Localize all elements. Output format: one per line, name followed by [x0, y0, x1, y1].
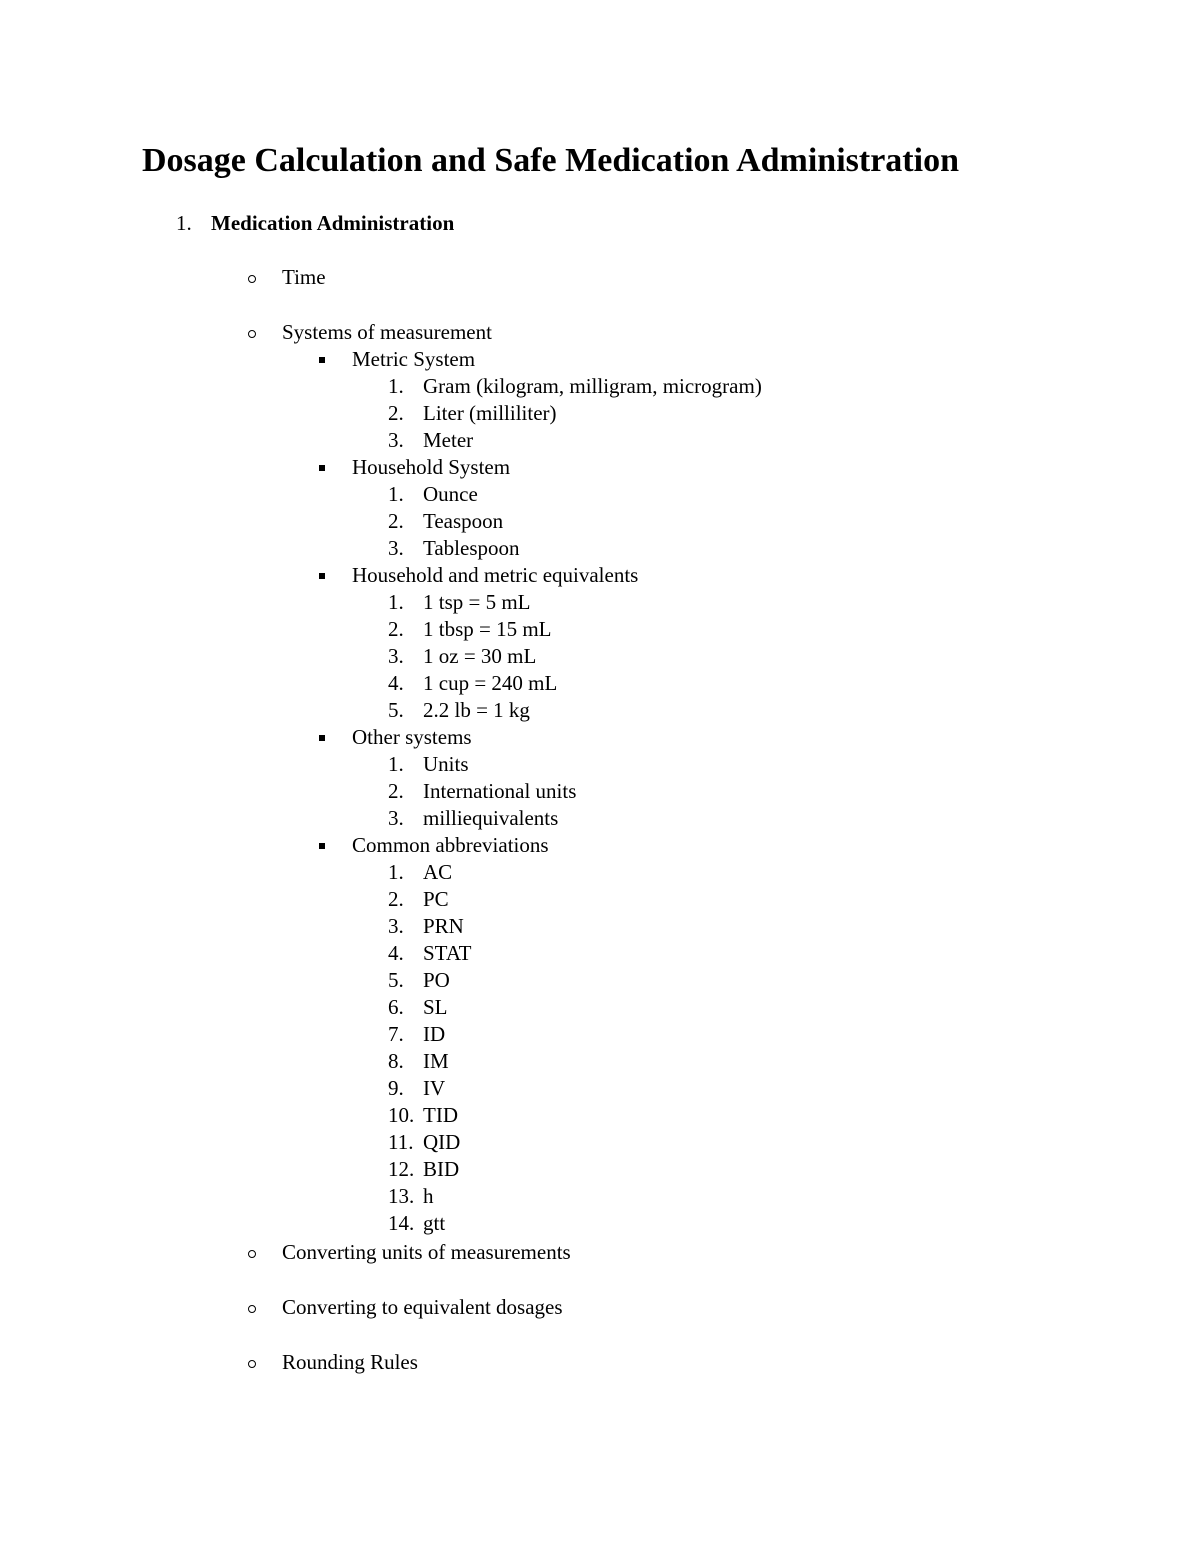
list-number: 2. — [388, 509, 404, 533]
list-number: 8. — [388, 1049, 404, 1073]
section-heading-text: Medication Administration — [211, 211, 455, 235]
outline-item-text: International units — [423, 779, 577, 803]
hollow-circle-bullet-icon — [246, 319, 258, 346]
outline-item-text: 2.2 lb = 1 kg — [423, 698, 530, 722]
outline-item-text: Other systems — [352, 725, 472, 749]
outline-item-text: SL — [423, 995, 448, 1019]
outline-item-text: gtt — [423, 1211, 446, 1235]
list-number: 1. — [388, 590, 404, 614]
list-number: 1. — [388, 374, 404, 398]
outline-item-text: QID — [423, 1130, 461, 1154]
outline-item-text: TID — [423, 1103, 458, 1127]
hollow-circle-bullet-icon — [246, 264, 258, 291]
list-number: 5. — [388, 698, 404, 722]
list-number: 1. — [388, 752, 404, 776]
list-number: 3. — [388, 806, 404, 830]
outline-item-text: IM — [423, 1049, 449, 1073]
square-bullet-icon — [317, 562, 327, 589]
outline-item-text: Converting units of measurements — [282, 1240, 571, 1264]
outline-item-text: AC — [423, 860, 453, 884]
list-number: 5. — [388, 968, 404, 992]
hollow-circle-bullet-icon — [246, 1294, 258, 1321]
list-number: 2. — [388, 779, 404, 803]
list-number: 3. — [388, 644, 404, 668]
list-number: 3. — [388, 914, 404, 938]
square-bullet-icon — [317, 724, 327, 751]
outline-item-text: Units — [423, 752, 469, 776]
square-bullet-icon — [317, 346, 327, 373]
outline-item-text: Common abbreviations — [352, 833, 549, 857]
list-number: 2. — [388, 617, 404, 641]
hollow-circle-bullet-icon — [246, 1239, 258, 1266]
outline-item-text: Ounce — [423, 482, 478, 506]
list-number: 1. — [388, 860, 404, 884]
outline-item-text: Tablespoon — [423, 536, 520, 560]
outline-item-text: milliequivalents — [423, 806, 559, 830]
outline-item-text: Liter (milliliter) — [423, 401, 557, 425]
list-number: 14. — [388, 1211, 415, 1235]
outline-item-text: ID — [423, 1022, 446, 1046]
document-title: Dosage Calculation and Safe Medication Administration — [142, 142, 959, 179]
outline-item-text: PC — [423, 887, 449, 911]
list-number: 2. — [388, 401, 404, 425]
outline-item-text: Metric System — [352, 347, 476, 371]
outline-item-text: BID — [423, 1157, 460, 1181]
list-number: 4. — [388, 671, 404, 695]
outline-item-text: Systems of measurement — [282, 320, 492, 344]
list-number: 10. — [388, 1103, 415, 1127]
outline-item-text: STAT — [423, 941, 472, 965]
outline-item-text: Gram (kilogram, milligram, microgram) — [423, 374, 762, 398]
list-number: 2. — [388, 887, 404, 911]
section-heading — [176, 210, 454, 237]
outline-item-text: Converting to equivalent dosages — [282, 1295, 563, 1319]
hollow-circle-bullet-icon — [246, 1349, 258, 1376]
list-number: 6. — [388, 995, 404, 1019]
outline-item-text: PO — [423, 968, 450, 992]
list-number: 4. — [388, 941, 404, 965]
outline-item-text: Teaspoon — [423, 509, 504, 533]
outline-item-text: 1 cup = 240 mL — [423, 671, 558, 695]
outline-item-text: Rounding Rules — [282, 1350, 418, 1374]
list-number: 12. — [388, 1157, 415, 1181]
outline-item-text: 1 oz = 30 mL — [423, 644, 537, 668]
outline-item-text: h — [423, 1184, 434, 1208]
outline-item-text: Household System — [352, 455, 511, 479]
outline-item-text: 1 tsp = 5 mL — [423, 590, 531, 614]
list-number: 11. — [388, 1130, 414, 1154]
outline-item-text: Time — [282, 265, 326, 289]
square-bullet-icon — [317, 832, 327, 859]
outline-item-text: IV — [423, 1076, 446, 1100]
list-number: 3. — [388, 536, 404, 560]
outline-item-text: PRN — [423, 914, 464, 938]
list-number: 1. — [388, 482, 404, 506]
list-number: 9. — [388, 1076, 404, 1100]
list-number: 7. — [388, 1022, 404, 1046]
square-bullet-icon — [317, 454, 327, 481]
outline-item-text: 1 tbsp = 15 mL — [423, 617, 552, 641]
list-number: 13. — [388, 1184, 415, 1208]
section-number: 1. — [176, 211, 192, 235]
outline-item-text: Meter — [423, 428, 474, 452]
list-number: 3. — [388, 428, 404, 452]
outline-item-text: Household and metric equivalents — [352, 563, 639, 587]
